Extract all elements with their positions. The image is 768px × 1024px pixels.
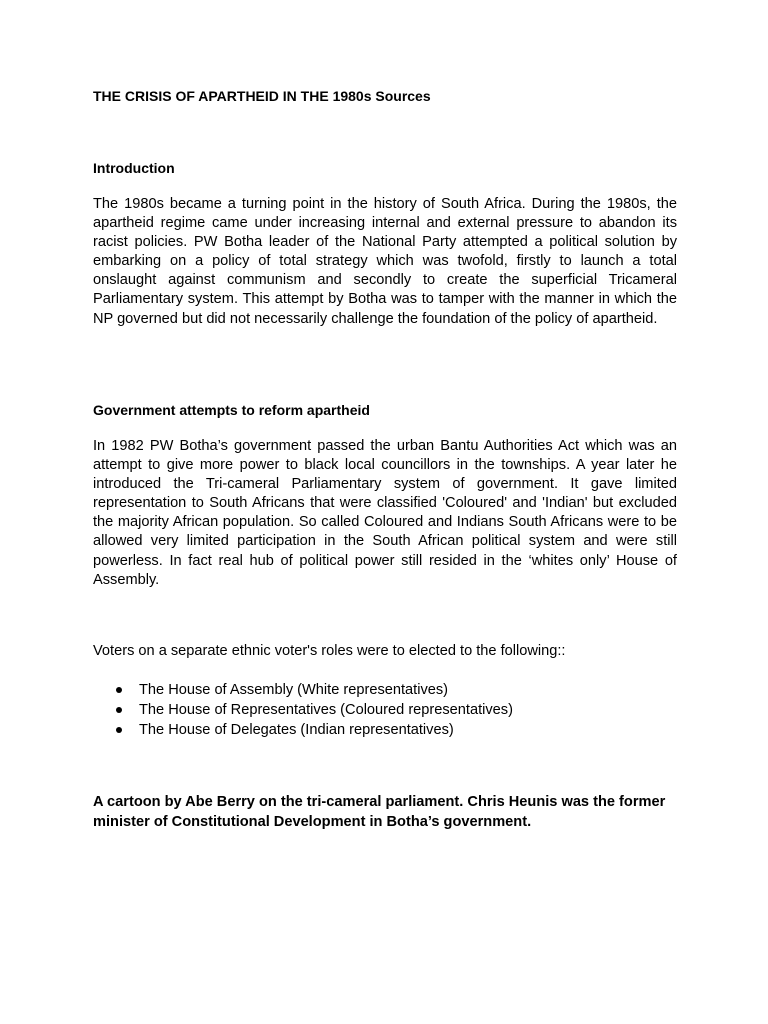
list-item (93, 700, 513, 720)
list-item-text: The House of Assembly (White representatives) (139, 682, 449, 698)
chambers-list (93, 680, 513, 740)
list-item-text: The House of Delegates (Indian representatives) (139, 722, 454, 738)
list-item (93, 680, 513, 700)
voters-intro: Voters on a separate ethnic voter's roles were to elected to the following:: (93, 643, 566, 659)
bullet-icon (116, 687, 122, 693)
document-title: THE CRISIS OF APARTHEID IN THE 1980s Sources (93, 88, 431, 104)
bullet-icon (116, 707, 122, 713)
cartoon-caption: A cartoon by Abe Berry on the tri-cameral parliament. Chris Heunis was the former minister of Constitutional Development in Botha’s government. (93, 794, 666, 830)
list-item (93, 720, 513, 740)
list-item-text: The House of Representatives (Coloured representatives) (139, 702, 513, 718)
introduction-paragraph: The 1980s became a turning point in the history of South Africa. During the 1980s, the apartheid regime came under increasing internal and external pressure to abandon its racist policies. PW Botha leader of the National Party attempted a political solution by embarking on a policy of total strategy which was twofold, firstly to launch a total onslaught against communism and secondly to create the superficial Tricameral Parliamentary system. This attempt by Botha was to tamper with the manner in which the NP governed but did not necessarily challenge the foundation of the policy of apartheid. (93, 196, 677, 327)
bullet-icon (116, 727, 122, 733)
introduction-heading: Introduction (93, 160, 175, 176)
reform-paragraph: In 1982 PW Botha’s government passed the urban Bantu Authorities Act which was an attempt to give more power to black local councillors in the townships. A year later he introduced the Tri-cameral Parliamentary system of government. It gave limited representation to South Africans that were classified 'Coloured' and 'Indian' but excluded the majority African population. So called Coloured and Indians South Africans were to be allowed very limited participation in the South African political system and were still powerless. In fact real hub of political power still resided in the ‘whites only’ House of Assembly. (93, 438, 677, 588)
reform-heading: Government attempts to reform apartheid (93, 402, 370, 418)
